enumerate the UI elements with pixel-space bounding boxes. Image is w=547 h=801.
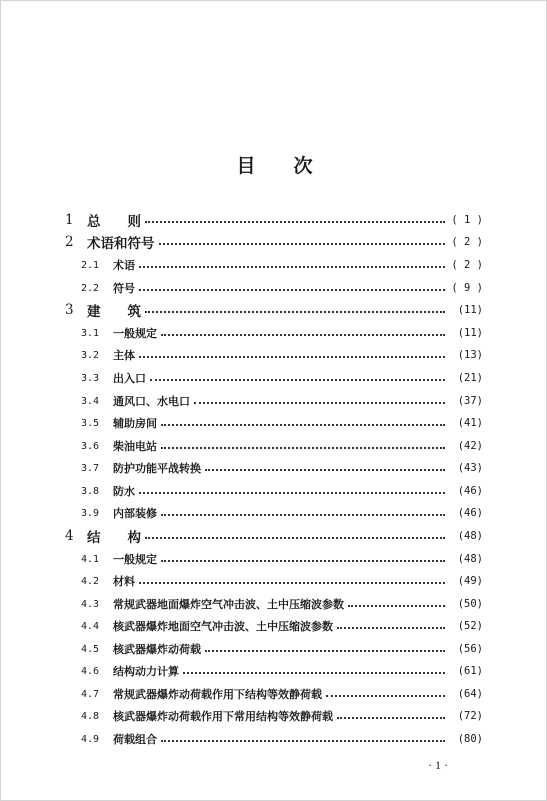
toc-entry[interactable]: [81, 481, 483, 501]
toc-entry-number: 4.5: [81, 643, 100, 655]
toc-entry[interactable]: [81, 413, 483, 433]
toc-entry-page: (50): [457, 598, 483, 610]
toc-entry-page: (46): [457, 485, 483, 497]
toc-leader-dots: [159, 231, 446, 245]
toc-entry-title: 结构动力计算: [113, 665, 179, 678]
toc-entry-title: 荷载组合: [113, 733, 157, 746]
toc-entry-title: 术语和符号: [87, 236, 155, 252]
toc-entry-number: 4.9: [81, 733, 100, 745]
page-title-char-1: 目: [236, 155, 256, 177]
toc-entry[interactable]: [81, 684, 483, 704]
toc-entry-page: (61): [457, 665, 483, 677]
toc-entry-page: ( 2 ): [451, 236, 483, 248]
page-number: ·1·: [428, 758, 451, 772]
toc-entry-number: 3.4: [81, 395, 100, 407]
toc-leader-dots: [348, 593, 445, 607]
toc-entry-page: ( 2 ): [451, 259, 483, 271]
toc-entry-page: (49): [457, 575, 483, 587]
toc-entry-page: (46): [457, 507, 483, 519]
toc-entry-title: 结 构: [87, 530, 141, 546]
toc-leader-dots: [139, 277, 445, 291]
toc-entry-title: 内部装修: [113, 507, 157, 520]
toc-leader-dots: [139, 344, 445, 358]
toc-entry[interactable]: [81, 436, 483, 456]
toc-entry-number: 4.4: [81, 620, 100, 632]
toc-leader-dots: [183, 660, 445, 674]
toc-entry-number: 2.1: [81, 259, 100, 271]
toc-entry[interactable]: [81, 503, 483, 523]
toc-entry-title: 符号: [113, 282, 135, 295]
toc-entry-number: 3.5: [81, 417, 100, 429]
toc-entry-number: 3.2: [81, 349, 100, 361]
toc-entry[interactable]: [81, 616, 483, 636]
toc-entry-title: 核武器爆炸动荷载作用下常用结构等效静荷载: [113, 710, 333, 723]
toc-entry[interactable]: [65, 300, 483, 320]
toc-entry-page: (48): [457, 553, 483, 565]
toc-entry-page: (13): [457, 349, 483, 361]
toc-entry-title: 常规武器爆炸动荷载作用下结构等效静荷载: [113, 688, 322, 701]
toc-leader-dots: [139, 254, 445, 268]
toc-entry-title: 材料: [113, 575, 135, 588]
toc-entry-page: (56): [457, 643, 483, 655]
toc-entry-number: 4.1: [81, 553, 100, 565]
toc-entry-number: 4: [65, 528, 74, 544]
toc-entry-number: 1: [65, 212, 74, 228]
toc-leader-dots: [326, 683, 445, 697]
toc-entry-title: 核武器爆炸地面空气冲击波、土中压缩波参数: [113, 620, 333, 633]
toc-leader-dots: [145, 525, 445, 539]
toc-entry-number: 3.6: [81, 440, 100, 452]
toc-entry-page: (43): [457, 462, 483, 474]
toc-entry[interactable]: [81, 323, 483, 343]
toc-entry-title: 建 筑: [87, 304, 141, 320]
toc-leader-dots: [161, 548, 445, 562]
toc-entry-page: ( 9 ): [451, 282, 483, 294]
toc-entry-page: (21): [457, 372, 483, 384]
toc-leader-dots: [139, 570, 445, 584]
toc-entry-title: 柴油电站: [113, 440, 157, 453]
toc-entry-title: 防水: [113, 485, 135, 498]
toc-entry-page: (64): [457, 688, 483, 700]
toc-entry[interactable]: [81, 594, 483, 614]
toc-leader-dots: [161, 412, 445, 426]
toc-entry-number: 2: [65, 234, 74, 250]
toc-entry[interactable]: [81, 458, 483, 478]
toc-entry-number: 3.1: [81, 327, 100, 339]
toc-entry-number: 4.6: [81, 665, 100, 677]
toc-leader-dots: [337, 705, 445, 719]
toc-entry-number: 4.8: [81, 710, 100, 722]
page-title-char-2: 次: [293, 155, 313, 177]
toc-entry-title: 防护功能平战转换: [113, 462, 201, 475]
toc-entry[interactable]: [81, 549, 483, 569]
toc-entry[interactable]: [81, 639, 483, 659]
toc-entry[interactable]: [81, 345, 483, 365]
toc-leader-dots: [337, 615, 445, 629]
toc-entry-title: 主体: [113, 349, 135, 362]
toc-leader-dots: [205, 638, 445, 652]
toc-leader-dots: [161, 728, 445, 742]
toc-entry[interactable]: [81, 368, 483, 388]
toc-entry[interactable]: [65, 210, 483, 230]
toc-entry-title: 核武器爆炸动荷载: [113, 643, 201, 656]
toc-entry-number: 4.7: [81, 688, 100, 700]
toc-entry[interactable]: [81, 391, 483, 411]
toc-entry-page: (72): [457, 710, 483, 722]
toc-entry-title: 辅助房间: [113, 417, 157, 430]
toc-entry-title: 常规武器地面爆炸空气冲击波、土中压缩波参数: [113, 598, 344, 611]
toc-entry[interactable]: [81, 255, 483, 275]
toc-entry-number: 3.8: [81, 485, 100, 497]
page-title: [1, 151, 547, 178]
toc-entry-number: 4.3: [81, 598, 100, 610]
toc-leader-dots: [145, 209, 445, 223]
toc-entry-title: 总 则: [87, 214, 141, 230]
toc-entry[interactable]: [65, 526, 483, 546]
toc-leader-dots: [145, 299, 445, 313]
toc-leader-dots: [150, 367, 445, 381]
toc-entry-page: (37): [457, 395, 483, 407]
toc-entry[interactable]: [81, 278, 483, 298]
toc-leader-dots: [161, 502, 445, 516]
toc-entry-page: (48): [457, 530, 483, 542]
toc-entry-number: 2.2: [81, 282, 100, 294]
toc-leader-dots: [205, 457, 445, 471]
toc-entry-title: 术语: [113, 259, 135, 272]
toc-entry-page: (80): [457, 733, 483, 745]
toc-entry-page: (11): [457, 304, 483, 316]
toc-leader-dots: [161, 322, 445, 336]
toc-entry-page: ( 1 ): [451, 214, 483, 226]
toc-leader-dots: [194, 390, 445, 404]
toc-entry[interactable]: [81, 661, 483, 681]
toc-entry-title: 一般规定: [113, 327, 157, 340]
toc-entry[interactable]: [81, 729, 483, 749]
toc-entry-number: 3.9: [81, 507, 100, 519]
toc-leader-dots: [161, 435, 445, 449]
toc-entry[interactable]: [65, 232, 483, 252]
toc-entry-page: (52): [457, 620, 483, 632]
toc-entry-number: 4.2: [81, 575, 100, 587]
toc-entry-number: 3.7: [81, 462, 100, 474]
toc-entry-number: 3: [65, 302, 74, 318]
toc-entry-title: 出入口: [113, 372, 146, 385]
toc-entry-title: 一般规定: [113, 553, 157, 566]
toc-entry-page: (42): [457, 440, 483, 452]
toc-entry-number: 3.3: [81, 372, 100, 384]
toc-entry-page: (41): [457, 417, 483, 429]
toc-leader-dots: [139, 480, 445, 494]
toc-entry-page: (11): [457, 327, 483, 339]
toc-entry[interactable]: [81, 706, 483, 726]
toc-entry[interactable]: [81, 571, 483, 591]
toc-entry-title: 通风口、水电口: [113, 395, 190, 408]
